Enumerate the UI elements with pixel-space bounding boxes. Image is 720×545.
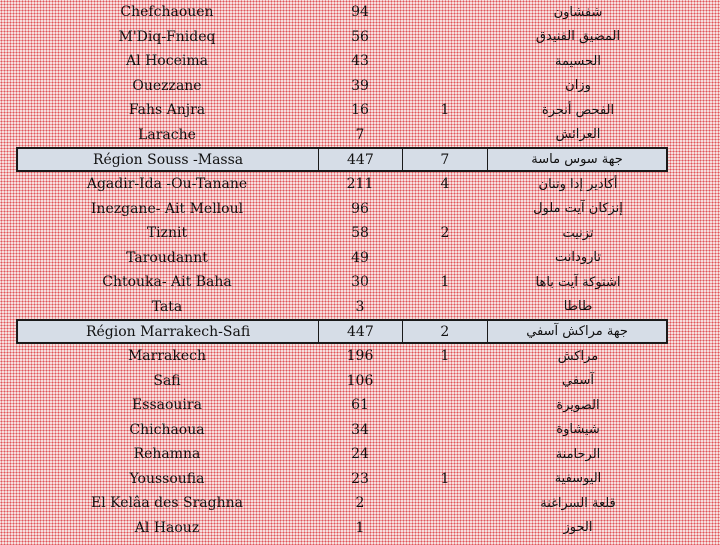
- cell-name: El Kelâa des Sraghna: [91, 495, 243, 512]
- cell-name: Taroudannt: [126, 249, 208, 266]
- table-row: [16, 369, 668, 394]
- cell-total: 24: [351, 446, 369, 463]
- table-row: [16, 516, 668, 541]
- table-row: [16, 467, 668, 492]
- cell-name: Rehamna: [133, 446, 201, 463]
- cell-name: Ouezzane: [132, 77, 202, 94]
- cell-name: Al Hoceima: [126, 53, 208, 70]
- cell-arabic: تارودانت: [555, 250, 601, 266]
- cell-total: 58: [351, 225, 369, 242]
- cell-other: 4: [440, 176, 450, 193]
- table-row: [16, 74, 668, 99]
- cell-name: Al Haouz: [134, 519, 200, 536]
- cell-total: 94: [351, 4, 369, 21]
- cell-total: 34: [351, 421, 369, 438]
- cell-total: 211: [346, 176, 374, 193]
- cell-arabic: اشتوكة آيت باها: [535, 274, 621, 290]
- table-row: [16, 25, 668, 50]
- cell-name: Agadir-Ida -Ou-Tanane: [86, 176, 248, 193]
- cell-arabic: اليوسفية: [554, 471, 602, 487]
- cell-name: Larache: [138, 126, 196, 143]
- region-header-row: [16, 147, 668, 172]
- cell-total: 43: [351, 53, 369, 70]
- cell-arabic: طاطا: [563, 299, 593, 315]
- region-header-row: [16, 319, 668, 344]
- cell-name: Tiznit: [146, 225, 188, 242]
- cell-arabic: شفشاون: [553, 4, 603, 20]
- cell-total: 447: [318, 321, 401, 342]
- table-row: [16, 172, 668, 197]
- table-row: [16, 0, 668, 25]
- cell-arabic: الحوز: [563, 520, 593, 536]
- cell-other: 1: [440, 348, 450, 365]
- cell-name: Chichaoua: [129, 421, 205, 438]
- cell-arabic: آسفي: [562, 373, 594, 389]
- cell-name: Essaouira: [132, 397, 202, 414]
- cell-total: 56: [351, 28, 369, 45]
- cell-arabic: الصويرة: [556, 397, 600, 413]
- cell-total: 1: [355, 519, 365, 536]
- cell-name: Inezgane- Ait Melloul: [90, 200, 244, 217]
- table-row: [16, 418, 668, 443]
- cell-total: 96: [351, 200, 369, 217]
- cell-total: 3: [355, 298, 365, 315]
- cell-arabic: أكادير إدا وتنان: [538, 176, 618, 192]
- cell-arabic: تزنيت: [562, 225, 594, 241]
- cell-name: Région Marrakech-Safi: [85, 323, 251, 340]
- cell-total: 2: [355, 495, 365, 512]
- cell-arabic: الفحص أنجرة: [541, 102, 615, 118]
- table-row: [16, 295, 668, 320]
- cell-arabic: الرحامنة: [555, 446, 601, 462]
- cell-other: 1: [440, 102, 450, 119]
- cell-other: 2: [402, 321, 487, 342]
- cell-name: Fahs Anjra: [128, 102, 206, 119]
- cell-total: 30: [351, 274, 369, 291]
- cell-name: Région Souss -Massa: [92, 151, 244, 168]
- table-row: [16, 123, 668, 148]
- cell-name: Safi: [153, 372, 181, 389]
- data-table: [16, 0, 668, 540]
- cell-total: 49: [351, 249, 369, 266]
- cell-total: 106: [346, 372, 374, 389]
- table-row: [16, 221, 668, 246]
- table-row: [16, 442, 668, 467]
- cell-arabic: إنزكان آيت ملول: [533, 201, 623, 217]
- cell-total: 196: [346, 348, 374, 365]
- table-row: [16, 49, 668, 74]
- table-row: [16, 344, 668, 369]
- table-row: [16, 197, 668, 222]
- cell-total: 16: [351, 102, 369, 119]
- cell-name: Youssoufia: [129, 470, 205, 487]
- cell-name: Chtouka- Ait Baha: [102, 274, 232, 291]
- cell-arabic: مراكش: [557, 348, 599, 364]
- cell-other: 2: [440, 225, 450, 242]
- cell-arabic: الحسيمة: [555, 53, 601, 69]
- table-row: [16, 393, 668, 418]
- table-row: [16, 98, 668, 123]
- cell-arabic: جهة مراكش آسفي: [487, 321, 666, 342]
- cell-name: Marrakech: [127, 348, 207, 365]
- cell-arabic: شيشاوة: [556, 422, 600, 438]
- table-row: [16, 491, 668, 516]
- table-row: [16, 246, 668, 271]
- cell-total: 7: [355, 126, 365, 143]
- cell-name: Tata: [151, 298, 183, 315]
- cell-total: 39: [351, 77, 369, 94]
- cell-other: 7: [402, 149, 487, 170]
- cell-arabic: قلعة السراغنة: [540, 495, 616, 511]
- table-row: [16, 270, 668, 295]
- cell-total: 61: [351, 397, 369, 414]
- cell-total: 23: [351, 470, 369, 487]
- cell-total: 447: [318, 149, 401, 170]
- cell-arabic: وزان: [565, 78, 591, 94]
- cell-other: 1: [440, 274, 450, 291]
- cell-arabic: المضيق الفنيدق: [535, 29, 621, 45]
- cell-other: 1: [440, 470, 450, 487]
- cell-name: Chefchaouen: [120, 4, 214, 21]
- cell-name: M'Diq-Fnideq: [118, 28, 216, 45]
- cell-arabic: العرائش: [555, 127, 601, 143]
- cell-arabic: جهة سوس ماسة: [487, 149, 666, 170]
